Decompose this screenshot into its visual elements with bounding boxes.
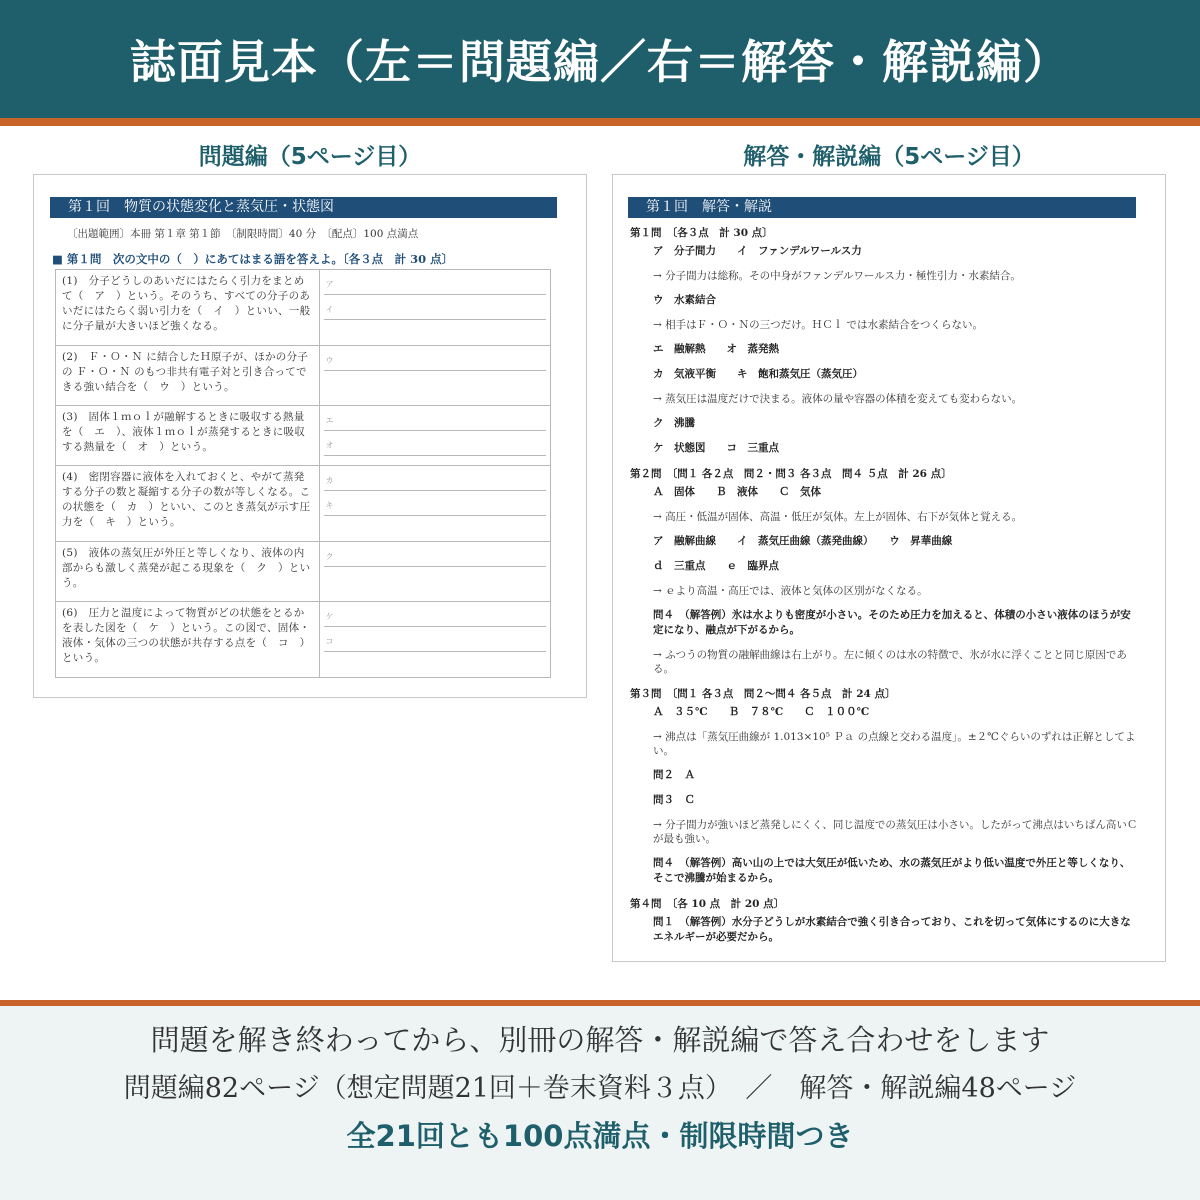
answer-blank-label: オ xyxy=(325,441,334,450)
answer-blank-label: ア xyxy=(325,280,334,289)
exam-meta: 〔出題範囲〕本冊 第１章 第１節 〔制限時間〕40 分 〔配点〕100 点満点 xyxy=(67,228,419,240)
answer-blank-label: ケ xyxy=(325,612,334,621)
answer-line: ウ 水素結合 xyxy=(653,294,716,306)
question-row xyxy=(56,602,551,678)
answer-blank-label: エ xyxy=(325,416,334,425)
answer-cell[interactable] xyxy=(319,466,551,542)
question-row xyxy=(56,270,551,346)
section-heading: 第２問 〔問１ 各２点 問２・問３ 各３点 問４ ５点 計 26 点〕 xyxy=(630,468,952,480)
answer-blank[interactable] xyxy=(324,466,547,491)
explanation-note: → 相手はＦ・Ｏ・Ｎの三つだけ。ＨＣｌ では水素結合をつくらない。 xyxy=(653,319,984,331)
question-table xyxy=(55,269,551,678)
explanation-note: → ふつうの物質の融解曲線は右上がり。左に傾くのは水の特徴で、氷が水に浮くことと同じ原因である。 xyxy=(653,649,1127,675)
answer-cell[interactable] xyxy=(319,542,551,602)
answer-blank[interactable] xyxy=(324,491,547,516)
answer-blank[interactable] xyxy=(324,346,547,371)
section-heading: 第１問 〔各３点 計 30 点〕 xyxy=(630,227,773,239)
section-heading: 第３問 〔問１ 各３点 問２〜問４ 各５点 計 24 点〕 xyxy=(630,688,896,700)
answer-blank-label: カ xyxy=(325,476,334,485)
page-title: 誌面見本（左＝問題編／右＝解答・解説編） xyxy=(130,35,1070,89)
question-row xyxy=(56,466,551,542)
question-text: (6) 圧力と温度によって物質がどの状態をとるかを表した図を（ ケ ）という。この図で、固体・液体・気体の三つの状態が共存する点を（ コ ）という。 xyxy=(56,602,320,678)
answer-blank-label: キ xyxy=(325,501,334,510)
answer-blank-label: コ xyxy=(325,637,334,646)
explanation-note: → 分子間力は総称。その中身がファンデルワールス力・極性引力・水素結合。 xyxy=(653,270,1021,282)
question-row xyxy=(56,542,551,602)
question-text: (3) 固体１ｍｏｌが融解するときに吸収する熱量を（ エ ）、液体１ｍｏｌが蒸発するときに吸収する熱量を（ オ ）という。 xyxy=(56,406,320,466)
question-text: (2) Ｆ・Ｏ・Ｎ に結合したＨ原子が、ほかの分子の Ｆ・Ｏ・Ｎ のもつ非共有電子対と引き合ってできる強い結合を（ ウ ）という。 xyxy=(56,346,320,406)
answer-blank-label: ウ xyxy=(325,356,334,365)
answer-blank[interactable] xyxy=(324,602,547,627)
answer-cell[interactable] xyxy=(319,406,551,466)
question-page-title-bar: 第１回 物質の状態変化と蒸気圧・状態図 xyxy=(50,197,557,218)
footer-line-3: 全21回とも100点満点・制限時間つき xyxy=(346,1119,854,1153)
answer-page xyxy=(612,174,1166,962)
answer-cell[interactable] xyxy=(319,270,551,346)
right-caption: 解答・解説編（5ページ目） xyxy=(743,144,1035,170)
left-caption: 問題編（5ページ目） xyxy=(198,144,422,170)
question-text: (1) 分子どうしのあいだにはたらく引力をまとめて（ ア ）という。そのうち、すべての分子のあいだにはたらく弱い引力を（ イ ）といい、一般に分子量が大きいほど強くなる。 xyxy=(56,270,320,346)
answer-cell[interactable] xyxy=(319,602,551,678)
question-page xyxy=(33,174,587,698)
answer-blank[interactable] xyxy=(324,406,547,431)
section-heading: 第４問 〔各 10 点 計 20 点〕 xyxy=(630,898,785,910)
question-text: (5) 液体の蒸気圧が外圧と等しくなり、液体の内部からも激しく蒸発が起こる現象を（ ク ）という。 xyxy=(56,542,320,602)
footer-line-1: 問題を解き終わってから、別冊の解答・解説編で答え合わせをします xyxy=(150,1023,1050,1057)
footer-line-2: 問題編82ページ（想定問題21回＋巻末資料３点） ／ 解答・解説編48ページ xyxy=(123,1073,1077,1104)
header-accent-stripe xyxy=(0,118,1200,126)
answer-blank-label: ク xyxy=(325,552,334,561)
answer-line: Ａ ３５℃ Ｂ ７８℃ Ｃ １００℃ xyxy=(653,706,870,718)
answer-blank[interactable] xyxy=(324,270,547,295)
answer-blank[interactable] xyxy=(324,295,547,320)
explanation-note: → ｅより高温・高圧では、液体と気体の区別がなくなる。 xyxy=(653,585,928,597)
explanation-note: → 分子間力が強いほど蒸発しにくく、同じ温度での蒸気圧は小さい。したがって沸点はいちばん高いＣが最も強い。 xyxy=(653,819,1138,845)
answer-blank[interactable] xyxy=(324,431,547,456)
answer-line: ｄ 三重点 ｅ 臨界点 xyxy=(653,560,779,572)
answer-page-title-bar: 第１回 解答・解説 xyxy=(628,197,1136,218)
explanation-note: → 高圧・低温が固体、高温・低圧が気体。左上が固体、右下が気体と覚える。 xyxy=(653,511,1023,523)
question-text: (4) 密閉容器に液体を入れておくと、やがて蒸発する分子の数と凝縮する分子の数が等しくなる。この状態を（ カ ）といい、このとき蒸気が示す圧力を（ キ ）という。 xyxy=(56,466,320,542)
answer-content xyxy=(630,225,1138,955)
answer-line: エ 融解熱 オ 蒸発熱 xyxy=(653,343,779,355)
answer-line: Ａ 固体 Ｂ 液体 Ｃ 気体 xyxy=(653,486,821,498)
question-heading: ■ 第１問 次の文中の（ ）にあてはまる語を答えよ。〔各３点 計 30 点〕 xyxy=(52,252,454,266)
answer-line: 問４ （解答例）氷は水よりも密度が小さい。そのため圧力を加えると、体積の小さい液体のほうが安定になり、融点が下がるから。 xyxy=(653,609,1131,636)
answer-line: カ 気液平衡 キ 飽和蒸気圧（蒸気圧） xyxy=(653,368,863,380)
answer-line: 問４ （解答例）高い山の上では大気圧が低いため、水の蒸気圧がより低い温度で外圧と等しくなり、そこで沸騰が始まるから。 xyxy=(653,857,1131,884)
answer-blank[interactable] xyxy=(324,542,547,567)
explanation-note: → 蒸気圧は温度だけで決まる。液体の量や容器の体積を変えても変わらない。 xyxy=(653,393,1023,405)
answer-line: ケ 状態図 コ 三重点 xyxy=(653,442,779,454)
answer-cell[interactable] xyxy=(319,346,551,406)
answer-blank-label: イ xyxy=(325,305,334,314)
explanation-note: → 沸点は「蒸気圧曲線が 1.013×10⁵ Ｐａ の点線と交わる温度」。±２℃ぐらいのずれは正解としてよい。 xyxy=(653,731,1136,757)
answer-blank[interactable] xyxy=(324,627,547,652)
answer-line: 問３ Ｃ xyxy=(653,794,695,806)
answer-line: 問１ （解答例）水分子どうしが水素結合で強く引き合っており、これを切って気体にするのに大きなエネルギーが必要だから。 xyxy=(653,916,1131,943)
question-row xyxy=(56,346,551,406)
answer-line: 問２ Ａ xyxy=(653,769,695,781)
answer-line: ア 分子間力 イ ファンデルワールス力 xyxy=(653,245,862,257)
question-row xyxy=(56,406,551,466)
answer-line: ク 沸騰 xyxy=(653,417,695,429)
answer-line: ア 融解曲線 イ 蒸気圧曲線（蒸発曲線） ウ 昇華曲線 xyxy=(653,535,953,547)
